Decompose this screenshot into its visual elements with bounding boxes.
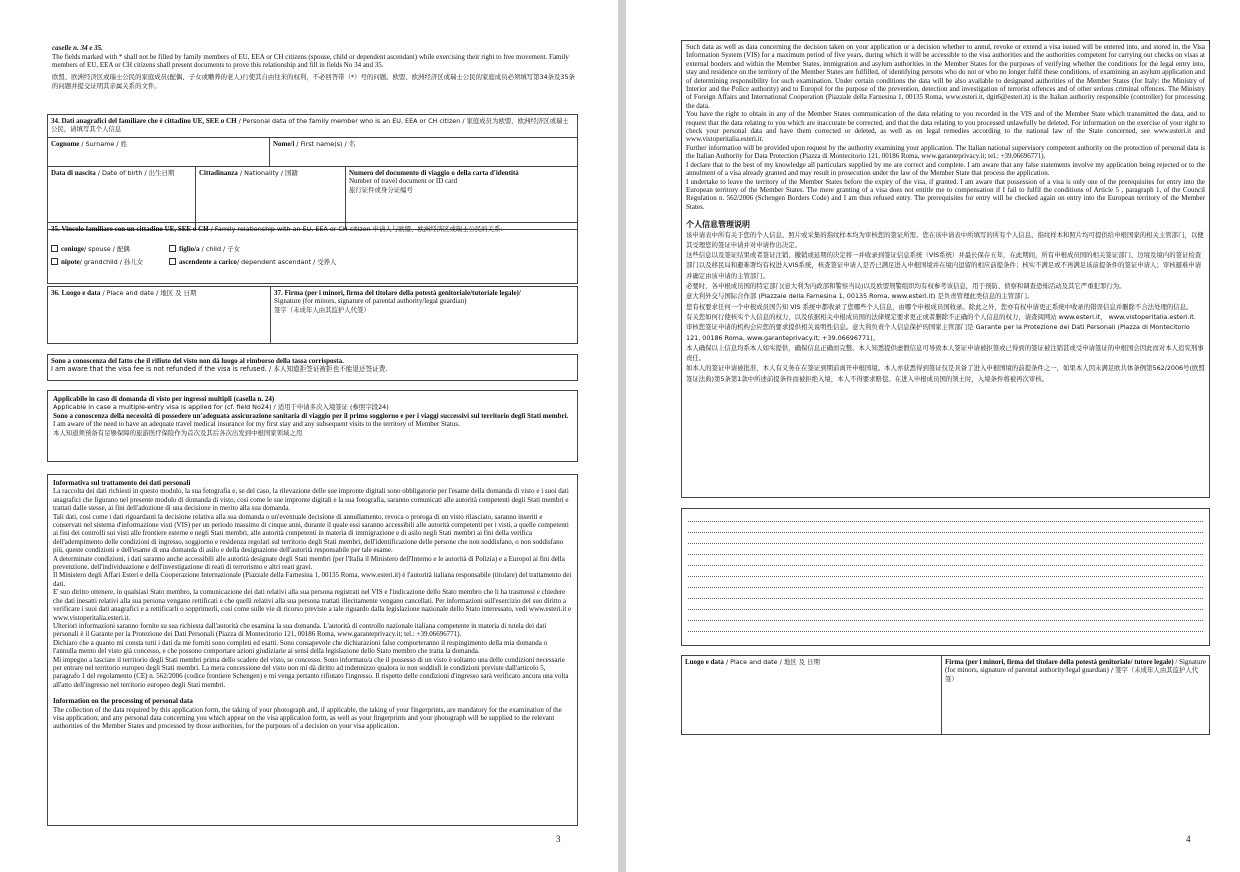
surname-label-rest: / Surname / 姓 bbox=[79, 140, 127, 148]
grandchild-label-rest: / grandchild / 孙儿女 bbox=[79, 257, 144, 266]
field-35-subtitle: / Family relationship with an EU, EEA or CH citizen 申请人与欧盟、欧洲经济区或瑞士公民的关系: bbox=[208, 225, 503, 233]
nationality-label-rest: / Nationality / 国籍 bbox=[237, 169, 298, 177]
first-name-label: Nome/i bbox=[273, 140, 295, 148]
dotted-line bbox=[688, 555, 1203, 566]
privacy-zh-paragraph: 您有权要求任何一个申根成员国告知 VIS 系统中都收录了您哪些个人信息，由哪个申根成员国收录。除此之外，您亦有权申请更正系统中收录的错误信息并删除不合法处理的信息。 bbox=[686, 302, 1193, 311]
spouse-label-rest: / spouse / 配偶 bbox=[83, 245, 130, 254]
nationality-field[interactable] bbox=[195, 166, 346, 230]
dob-label: Data di nascita bbox=[51, 169, 96, 177]
field-36-title: 36. Luogo e data bbox=[51, 289, 101, 297]
page-number: 3 bbox=[556, 834, 561, 844]
privacy-it-paragraph: Dichiaro che a quanto mi consta tutti i dati da me forniti sono completi ed esatti. Sono consapevole che dichiarazioni false comporteranno il respingimento della mia domanda o l'annulla mento del visto già concesso, e che possono comportare azioni giudiziarie ai sensi della legislazione dello Stato membro che tratta la domanda. bbox=[53, 638, 548, 656]
dotted-line bbox=[688, 544, 1203, 555]
field-37-subtitle-zh: 签字（未成年人由其监护人代签） bbox=[274, 305, 370, 314]
dotted-line bbox=[688, 588, 1203, 599]
intro-block bbox=[52, 44, 580, 91]
page-number: 4 bbox=[1186, 834, 1191, 844]
first-name-field[interactable] bbox=[269, 137, 578, 167]
privacy-zh-paragraph: 有关您如何行使核实个人信息的权力，以及依据相关申根成员国的法律规定要求更正或者删除不正确的个人信息的权力，请查阅网站 www.esteri.it， www.vistoperitalia.esteri.it. bbox=[686, 312, 1196, 321]
travel-doc-label: Numero del documento di viaggio o della carta d'identità bbox=[349, 169, 519, 177]
insurance-awareness-en: I am aware of the need to have an adequate travel medical insurance for my first stay and any subsequent visits to the territory of Member Status. bbox=[53, 420, 460, 429]
multiple-entry-notice bbox=[47, 390, 578, 462]
privacy-paragraphs-it bbox=[53, 487, 572, 689]
privacy-it-paragraph: A determinate condizioni, i dati saranno anche accessibili alle autorità designate degli Stati membri (per l'Italia il Ministero dell'Interno e le autorità di Polizia) e a Europol ai fini della prevenzione, dell'individuazione e dell'investigazione di reati di terrorismo e altri reati gravi. bbox=[53, 554, 565, 572]
page-gutter bbox=[618, 0, 626, 872]
multi-entry-title: Applicabile in caso di domanda di visto per ingressi multipli (casella n. 24) bbox=[53, 395, 275, 403]
page-4 bbox=[626, 0, 1240, 872]
intro-zh: 欧盟、欧洲经济区或瑞士公民的家庭成员(配偶、子女或赡养的老人)行使其自由往来的权利，不必回答带（*）号的问题。欧盟、欧洲经济区或瑞士公民的家庭成员必须填写第34条及35条的问题并提交证明其亲属关系的文件。 bbox=[52, 72, 575, 90]
field-34-header bbox=[47, 114, 578, 138]
field-35-title: 35. Vincolo familiare con un cittadino UE, SEE o CH bbox=[51, 225, 209, 233]
signature-field[interactable] bbox=[941, 655, 1210, 735]
surname-label: Cognome bbox=[51, 140, 80, 148]
privacy-zh-paragraph: 如本人的签证申请被批准，本人有义务在在签证到期前离开申根国境。本人亦获悉得到签证仅是具备了进入申根国境的前提条件之一，如果本人因未满足欧共体条例第562/2006号(欧盟签证法典)第5条第1款中所述前提条件而被拒绝入境，本人不得要求赔偿。在进入申根成员国的领土时，入境条件将被再次审核。 bbox=[686, 364, 1205, 383]
field-34-subtitle: / Personal data of the family member who is an EU, EEA or CH citizen / 家庭成员为欧盟、欧洲经济区或瑞士公民，请填写其个人信息 bbox=[51, 117, 569, 134]
signature-label-en: / Signature (for minors, signature of parental authority/legal guardian) bbox=[945, 658, 1206, 675]
signature-label-zh: / 签字（未成年人由其监护人代签） bbox=[945, 666, 1199, 683]
notes-lines-box[interactable] bbox=[681, 508, 1210, 646]
dotted-line bbox=[688, 522, 1203, 533]
privacy-heading-it: Informativa sul trattamento dei dati personali bbox=[53, 479, 191, 487]
privacy-notice-box bbox=[47, 474, 578, 826]
grandchild-option[interactable] bbox=[51, 258, 169, 266]
relationship-row-1 bbox=[51, 245, 574, 253]
privacy-paragraphs-en bbox=[686, 43, 1205, 211]
insurance-awareness-zh: 本人知道须预备有足够保障的旅游医疗保险作为首次及其后各次出发到中根国家领域之用 bbox=[53, 428, 303, 437]
place-date-label: Luogo e data bbox=[685, 658, 724, 666]
privacy-continuation-box bbox=[681, 40, 1210, 498]
privacy-paragraph-en: The collection of the data required by this application form, the taking of your photograph and, if applicable, the taking of your fingerprints, are mandatory for the examination of the visa application; and any personal data concerning you which appear on the visa application form, as well as your fingerprints and your photograph will be supplied to the relevant authorities of the Member States and processed by those authorities, for the purposes of a decision on your visa application. bbox=[53, 705, 562, 731]
dotted-line bbox=[688, 533, 1203, 544]
privacy-zh-paragraph: 本人确保以上信息均系本人如实提供，确保信息正确而完整。本人知悉提供虚假信息可导致本人签证申请被拒签或已得到的签证被注销甚或受申请签证的申根国会因此而对本人追究刑事责任。 bbox=[686, 343, 1204, 363]
field-36-subtitle: / Place and date / 地区 及 日期 bbox=[100, 289, 197, 297]
privacy-it-paragraph: E' suo diritto ottenere, in qualsiasi Stato membro, la comunicazione dei dati relativi alla sua persona registrati nel VIS e l'indicazione dello Stato membro che li ha trasmessi e chiedere che dati inesatti relativi alla sua persona vengano rettificati e che quelli relativi alla sua persona trattati illecitamente vengano cancellati. Per informazioni sull'esercizio del suo diritto a verificare i suoi dati anagrafici e a rettificarli o sopprimerli, così come sulle vie di ricorso previste a tale riguardo dalla legislazione nazionale dello Stato interessato, vedi www.esteri.it e www.vistoperitalia.esteri.it. bbox=[53, 588, 572, 622]
privacy-zh-paragraph: 这些信息以及签证结果或者签证注销、撤销或延期的决定将一并收录到签证信息系统（VIS系统）并最长保存五年，在此期间，所有申根成员国的相关签证部门、边境及境内的签证检查部门以及移民局和避难署均有权进入VIS系统，核查签证申请人是否已满足进入申根国境并在境内逗留的相应前提条件；核实不满足或不再满足该前提条件的签证申请人；审核避难申请并确定由该申请的主管部门。 bbox=[686, 251, 1202, 280]
multi-entry-applicable: Applicable in case a multiple-entry visa is applied for (cf. field No24) / 适用于申请多次入境签证 (参照字段24) bbox=[53, 403, 389, 412]
privacy-zh-paragraph: 审核您签证申请的机构会应您的要求提供相关说明性信息。意大利负责个人信息保护的国家主管部门是 Garante per la Protezione dei Dati Personali (Piazza di Montecitorio 121, 00186 Roma, www.garanteprivacy.it; +39.06696771)。 bbox=[686, 323, 1190, 342]
privacy-en-paragraph: You have the right to obtain in any of the Member States communication of the data relating to you recorded in the VIS and of the Member State which transmitted the data, and to request that the data relating to you which are inaccurate be corrected, and that the data relating to you processed unlawfully be deleted. For information on the exercise of your right to check your personal data and have them corrected or deleted, as well as on legal remedies according to the national law of the State concerned, see www.esteri.it and www.vistoperitalia.esteri.it. bbox=[686, 110, 1205, 144]
field-35 bbox=[47, 222, 578, 284]
spouse-checkbox[interactable] bbox=[51, 245, 58, 252]
dotted-line bbox=[688, 621, 1203, 632]
privacy-it-paragraph: Tali dati, così come i dati riguardanti la decisione relativa alla sua domanda o un'eventuale decisione di annullamento, revoca o proroga di un visto rilasciato, saranno inseriti e conservati nel sistema d'informazione visti (VIS) per un periodo massimo di cinque anni, durante il quale essi saranno accessibili alle autorità competenti per i visti, a quelle competenti ai fini dei controlli sui visti alle frontiere esterne e negli Stati membri, alle autorità competenti in materia di immigrazione e di asilo negli Stati membri ai fini della verifica dell'adempimento delle condizioni di ingresso, soggiorno e residenza regolari sul territorio degli Stati membri, dell'identificazione delle persone che non soddisfano, o non soddisfano più, queste condizioni e dell'esame di una domanda di asilo e della designazione dell'autorità responsabile per tale esame. bbox=[53, 512, 569, 555]
privacy-it-paragraph: Mi impegno a lasciare il territorio degli Stati membri prima dello scadere del visto, se concesso. Sono informato/a che il possesso di un visto è soltanto una delle condizioni necessarie per entrare nel territorio europeo degli Stati membri. La mera concessione del visto non mi dà diritto ad indennizzo qualora io non soddisfi le condizioni previste dall'articolo 5, paragrafo 1 del regolamento (CE) n. 562/2006 (codice frontiere Schengen) e mi venga pertanto rifiutato l'ingresso. Il rispetto delle condizioni d'ingresso sarà verificato ancora una volta all'atto dell'ingresso nel territorio europeo degli Stati membri. bbox=[53, 655, 569, 689]
child-option[interactable] bbox=[169, 245, 240, 253]
dotted-line bbox=[688, 577, 1203, 588]
signature-label: Firma (per i minori, firma del titolare della potestà genitoriale/ tutore legale) bbox=[945, 658, 1174, 666]
child-label-rest: / child / 子女 bbox=[199, 245, 241, 254]
dependent-ascendant-label: ascendente a carico bbox=[179, 257, 237, 266]
fee-refund-en: I am aware that the visa fee is not refunded if the visa is refused. / 本人知道拒签证被拒也不能退还签证费. bbox=[51, 365, 388, 374]
relationship-row-2 bbox=[51, 258, 574, 266]
privacy-en-paragraph: Further information will be provided upon request by the authority examining your application. The Italian national supervisory competent authority on the protection of personal data is the Italian Authority for Data Protection (Piazza di Montecitorio 121, 00186 Roma, www.garanteprivacy.it; tel.: +39.06696771). bbox=[686, 143, 1205, 161]
privacy-heading-zh: 个人信息管理说明 bbox=[686, 220, 750, 230]
privacy-it-paragraph: Il Ministero degli Affari Esteri e della Cooperazione Internazionale (Piazzale della Farnesina 1, 00135 Roma, www.esteri.it) è l'autorità italiana responsabile (titolare) del trattamento dei dati. bbox=[53, 571, 572, 588]
privacy-en-paragraph: I declare that to the best of my knowledge all particulars supplied by me are correct and complete. I am aware that any false statements involve my application being rejected or to the annulment of a visa already granted and may result in prosecution under the law of the Member State that process the application. bbox=[686, 160, 1205, 178]
page-3 bbox=[0, 0, 618, 872]
field-37-subtitle-en: Signature (for minors, signature of parental authority/legal guardian) bbox=[274, 297, 467, 306]
dependent-ascendant-label-rest: / dependent ascendant / 受养人 bbox=[236, 257, 337, 266]
privacy-it-paragraph: Ulteriori informazioni saranno fornite su sua richiesta dall'autorità che esamina la sua domanda. L'autorità di controllo nazionale italiana competente in materia di tutela dei dati personali è il Garante per la Protezione dei Dati Personali (Piazza di Montecitorio 121, 00186 Roma, www.garanteprivacy.it; tel.: +39.06696771). bbox=[53, 621, 547, 639]
privacy-it-paragraph: La raccolta dei dati richiesti in questo modulo, la sua fotografia e, se del caso, la rilevazione delle sue impronte digitali sono obbligatorie per l'esame della domanda di visto e i suoi dati anagrafici che figurano nel presente modulo di domanda di visto, così come le sue impronte digitali e la sua fotografia, saranno comunicati alle autorità competenti degli Stati membri e trattati dalle stesse, ai fini dell'adozione di una decisione in merito alla sua domanda. bbox=[53, 487, 569, 513]
place-date-label-rest: / Place and date / 地区 及 日期 bbox=[723, 658, 820, 666]
dotted-line bbox=[688, 599, 1203, 610]
date-of-birth-field[interactable] bbox=[47, 166, 196, 230]
fee-refund-it: Sono a conoscenza del fatto che il rifiuto del visto non dà luogo al rimborso della tassa corrisposta. bbox=[51, 357, 344, 365]
field-37-title: 37. Firma (per i minori, firma del titolare della potestà genitoriale/tutoriale legale)/ bbox=[274, 289, 521, 297]
field-36-place-date[interactable] bbox=[47, 286, 271, 344]
field-34-title: 34. Dati anagrafici del familiare che è cittadino UE, SEE o CH bbox=[51, 117, 237, 125]
privacy-en-paragraph: Such data as well as data concerning the decision taken on your application or a decision whether to annul, revoke or extend a visa issued will be entered into, and stored in, the Visa Information System (VIS) for a maximum period of five years, during which it will be accessible to the visa authorities and the authorities competent for carrying out checks on visas at external borders and within the Member States, immigration and asylum authorities in the Member States for the purposes of verifying whether the conditions for the legal entry into, stay and residence on the territory of the Member States are fulfilled, of identifying persons who do not or who no longer fulfil these conditions, of examining an asylum application and of determining responsibility for such examination. Under certain conditions the data will be also available to designated authorities of the Member States (for Italy: the Ministry of Interior and the Police authority) and to Europol for the purpose of the prevention, detection and investigation of terrorist offences and of other serious criminal offences. The Ministry of Foreign Affairs and International Cooperation (Piazzale della Farnesina 1, 00135 Roma, www.esteri.it, dgit6@esteri.it) is the Italian authority responsible (controller) for processing the data. bbox=[686, 43, 1205, 110]
dob-label-rest: / Date of birth / 出生日期 bbox=[95, 169, 175, 177]
dotted-line bbox=[688, 511, 1203, 522]
privacy-zh-paragraph: 必要时，各申根成员国的特定部门(意大利为内政部和警察当局)以及欧盟刑警组织均有权参考该信息，用于预防、侦察和调查恐怖活动及其它严重犯罪行为。 bbox=[686, 282, 1126, 291]
privacy-zh-paragraph: 意大利外交与国际合作部 (Piazzale della Farnesina 1, 00135 Roma, www.esteri.it) 是负责管理此类信息的主管部门。 bbox=[686, 292, 1034, 301]
grandchild-label: nipote bbox=[61, 257, 80, 266]
fee-refund-notice bbox=[47, 354, 578, 381]
dotted-line bbox=[688, 610, 1203, 621]
place-date-field[interactable] bbox=[681, 655, 942, 735]
spouse-option[interactable] bbox=[51, 245, 169, 253]
spouse-label: coniuge bbox=[61, 245, 84, 254]
travel-doc-label-en: Number of travel document or ID card bbox=[349, 177, 458, 186]
grandchild-checkbox[interactable] bbox=[51, 258, 58, 265]
dependent-ascendant-checkbox[interactable] bbox=[169, 258, 176, 265]
intro-heading: caselle n. 34 e 35. bbox=[52, 44, 103, 52]
intro-en: The fields marked with * shall not be filled by family members of EU, EEA or CH citizens (spouse, child or dependent ascendant) while exercising their right to free movement. Family members of EU, EEA or CH citizens shall present documents to prove this relationship and fill in fields No 34 and 35. bbox=[52, 52, 569, 70]
travel-doc-label-zh: 旅行证件或身分证编号 bbox=[349, 185, 413, 194]
surname-field[interactable] bbox=[47, 137, 270, 167]
dotted-line bbox=[688, 566, 1203, 577]
insurance-awareness-it: Sono a conoscenza della necessità di possedere un'adeguata assicurazione sanitaria di viaggio per il primo soggiorno e per i viaggi successivi sul territorio degli Stati membri. bbox=[53, 411, 569, 420]
dependent-ascendant-option[interactable] bbox=[169, 258, 336, 266]
privacy-en-paragraph: I undertake to leave the territory of the Member States before the expiry of the visa, if granted. I am aware that possession of a visa is only one of the prerequisites for entry into the European territory of the Member States. The mere granting of a visa does not entitle me to compensation if I fail to fulfil the conditions of Article 5 , paragraph 1, of the Council Regulation n. 562/2006 (Schengen Borders Code) and I am thus refused entry. The prerequisites for entry will be checked again on entry into the European territory of the Member States. bbox=[686, 177, 1205, 211]
field-37-signature[interactable] bbox=[270, 286, 578, 344]
first-name-label-rest: / First name(s) / 名 bbox=[294, 140, 356, 148]
child-checkbox[interactable] bbox=[169, 245, 176, 252]
privacy-heading-en: Information on the processing of personal data bbox=[53, 697, 193, 706]
privacy-paragraphs-zh bbox=[686, 230, 1205, 384]
nationality-label: Cittadinanza bbox=[199, 169, 238, 177]
travel-document-field[interactable] bbox=[345, 166, 578, 230]
child-label: figlio/a bbox=[179, 245, 200, 254]
privacy-zh-paragraph: 该申请表中所有关于您的个人信息、照片或采集的指纹样本均为审核您的签证所需。您在该申请表中所填写的所有个人信息、指纹样本和照片均可提供给申根国家的相关主管部门，以便其受理您的签证申请并对申请作出决定。 bbox=[686, 230, 1204, 249]
